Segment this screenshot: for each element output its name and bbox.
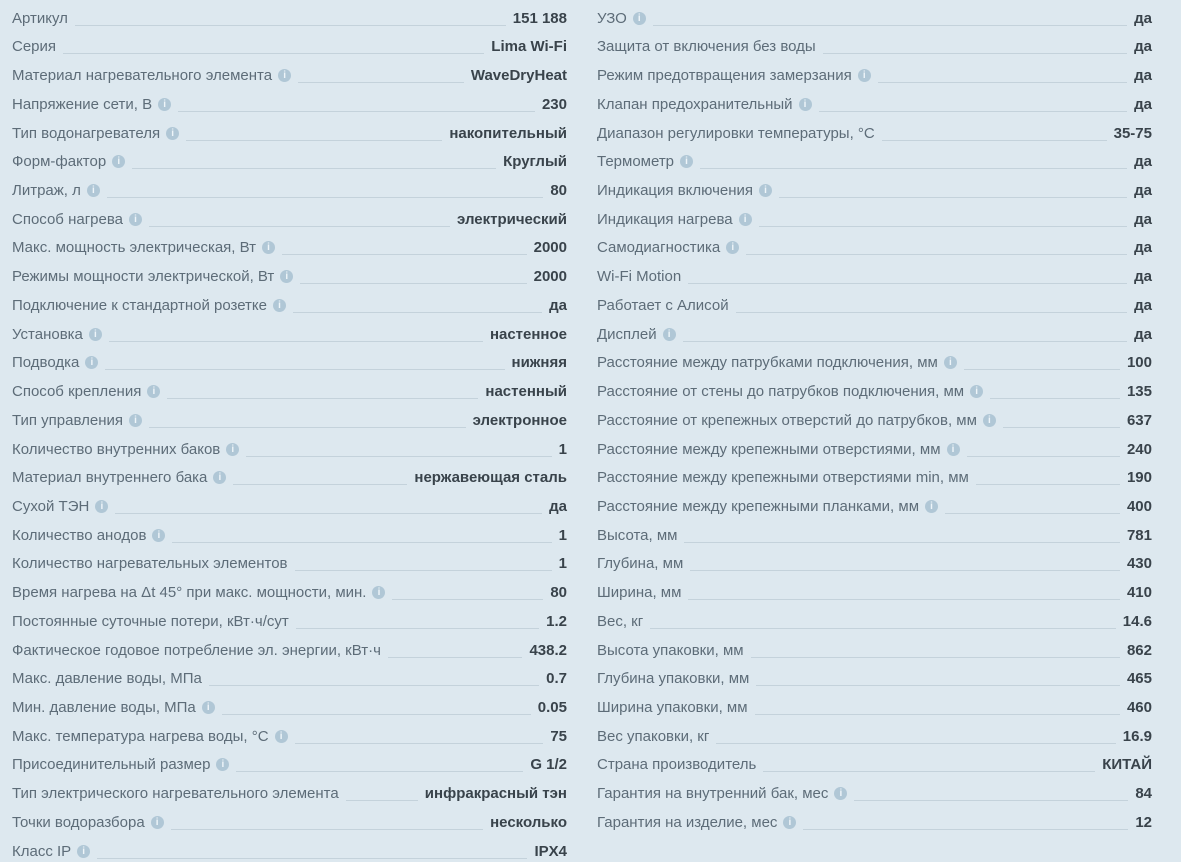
info-icon[interactable]: i [87,184,100,197]
spec-row [12,29,567,58]
info-icon[interactable]: i [726,241,739,254]
spec-value: да [1134,182,1152,200]
spec-value: да [1134,210,1152,228]
info-icon[interactable]: i [89,328,102,341]
leader-line [282,254,527,255]
spec-label: Дисплей [597,325,657,343]
leader-line [236,771,523,772]
spec-row [12,373,567,402]
spec-label: Защита от включения без воды [597,38,816,56]
leader-line [736,312,1128,313]
leader-line [882,140,1107,141]
spec-value: 190 [1126,469,1152,487]
spec-value: настенный [485,383,567,401]
spec-row [12,402,567,431]
spec-row [597,402,1152,431]
info-icon[interactable]: i [633,12,646,25]
spec-row [12,86,567,115]
info-icon[interactable]: i [925,500,938,513]
spec-label: Макс. температура нагрева воды, °С [12,727,269,745]
spec-value: КИТАЙ [1102,756,1152,774]
spec-value: 80 [550,182,567,200]
leader-line [295,570,552,571]
spec-value: 75 [550,727,567,745]
spec-label: Мин. давление воды, МПа [12,698,196,716]
spec-label: Количество внутренних баков [12,440,221,458]
spec-label: Высота, мм [597,526,678,544]
spec-label: Расстояние между патрубками подключения, мм [597,354,938,372]
spec-label: Расстояние от стены до патрубков подключения, мм [597,383,965,401]
spec-value: 80 [550,584,567,602]
info-icon[interactable]: i [680,155,693,168]
info-icon[interactable]: i [273,299,286,312]
spec-label: Количество нагревательных элементов [12,555,288,573]
spec-label: Способ крепления [12,383,142,401]
spec-row [12,517,567,546]
leader-line [172,542,551,543]
spec-row [597,86,1152,115]
spec-label: Индикация нагрева [597,210,733,228]
info-icon[interactable]: i [372,586,385,599]
leader-line [653,25,1127,26]
spec-label: Самодиагностика [597,239,721,257]
spec-label: Глубина упаковки, мм [597,670,750,688]
info-icon[interactable]: i [275,730,288,743]
spec-value: да [1134,38,1152,56]
spec-label: Клапан предохранительный [597,95,793,113]
spec-row [12,258,567,287]
info-icon[interactable]: i [783,816,796,829]
leader-line [779,197,1127,198]
spec-value: 1 [558,526,567,544]
spec-label: Серия [12,38,57,56]
spec-label: Способ нагрева [12,210,123,228]
leader-line [716,743,1115,744]
spec-label: Время нагрева на Δt 45° при макс. мощности, мин. [12,584,367,602]
leader-line [105,369,504,370]
info-icon[interactable]: i [799,98,812,111]
spec-label: Макс. давление воды, МПа [12,670,202,688]
info-icon[interactable]: i [129,213,142,226]
spec-value: 1 [558,440,567,458]
spec-label: Термометр [597,153,675,171]
leader-line [690,570,1120,571]
spec-label: Гарантия на изделие, мес [597,813,778,831]
spec-label: Тип водонагревателя [12,124,161,142]
leader-line [755,714,1120,715]
spec-row [597,172,1152,201]
spec-label: Расстояние между крепежными отверстиями, мм [597,440,941,458]
spec-value: 100 [1126,354,1152,372]
info-icon[interactable]: i [77,845,90,858]
leader-line [115,513,542,514]
leader-line [97,858,527,859]
leader-line [149,226,450,227]
spec-value: электрический [457,210,567,228]
spec-label: Присоединительный размер [12,756,211,774]
spec-label: Диапазон регулировки температуры, °С [597,124,875,142]
spec-label: Фактическое годовое потребление эл. энергии, кВт·ч [12,641,381,659]
spec-value: несколько [490,813,567,831]
leader-line [209,685,539,686]
spec-row [597,718,1152,747]
info-icon[interactable]: i [983,414,996,427]
spec-label: Артикул [12,9,68,27]
spec-row [12,661,567,690]
spec-value: да [1134,95,1152,113]
spec-row [597,632,1152,661]
info-icon[interactable]: i [739,213,752,226]
spec-row [12,689,567,718]
spec-row [12,230,567,259]
spec-row [12,460,567,489]
spec-row [12,747,567,776]
leader-line [178,111,535,112]
spec-label: Гарантия на внутренний бак, мес [597,785,829,803]
info-icon[interactable]: i [158,98,171,111]
leader-line [186,140,442,141]
spec-row [12,316,567,345]
spec-label: Высота упаковки, мм [597,641,744,659]
spec-value: 230 [541,95,567,113]
spec-value: 637 [1126,411,1152,429]
leader-line [759,226,1128,227]
spec-label: Глубина, мм [597,555,684,573]
leader-line [346,800,418,801]
leader-line [964,369,1120,370]
leader-line [109,341,483,342]
spec-value: да [1134,268,1152,286]
spec-row [597,689,1152,718]
spec-label: Режим предотвращения замерзания [597,67,852,85]
spec-row [597,345,1152,374]
spec-label: Подключение к стандартной розетке [12,296,267,314]
spec-label: Вес упаковки, кг [597,727,710,745]
leader-line [700,168,1127,169]
info-icon[interactable]: i [151,816,164,829]
info-icon[interactable]: i [278,69,291,82]
spec-label: Макс. мощность электрическая, Вт [12,239,257,257]
spec-label: Подводка [12,354,80,372]
spec-label: Установка [12,325,83,343]
spec-value: 240 [1126,440,1152,458]
info-icon[interactable]: i [129,414,142,427]
info-icon[interactable]: i [85,356,98,369]
leader-line [298,82,464,83]
spec-row [12,144,567,173]
spec-row [597,373,1152,402]
leader-line [388,657,523,658]
spec-row [12,833,567,862]
spec-value: да [1134,153,1152,171]
spec-label: Напряжение сети, В [12,95,153,113]
leader-line [763,771,1095,772]
info-icon[interactable]: i [202,701,215,714]
leader-line [392,599,543,600]
spec-row [597,316,1152,345]
leader-line [132,168,496,169]
spec-value: Lima Wi-Fi [491,38,567,56]
spec-value: накопительный [449,124,567,142]
spec-value: да [1134,9,1152,27]
spec-row [12,804,567,833]
leader-line [107,197,543,198]
spec-value: 438.2 [529,641,567,659]
spec-value: 1 [558,555,567,573]
spec-row [597,115,1152,144]
info-icon[interactable]: i [834,787,847,800]
spec-row [12,431,567,460]
spec-value: 35-75 [1113,124,1152,142]
spec-value: 135 [1126,383,1152,401]
leader-line [967,456,1120,457]
info-icon[interactable]: i [759,184,772,197]
leader-line [746,254,1127,255]
spec-label: Сухой ТЭН [12,497,90,515]
spec-value: 2000 [533,268,567,286]
info-icon[interactable]: i [280,270,293,283]
info-icon[interactable]: i [95,500,108,513]
spec-label: Страна производитель [597,756,757,774]
spec-row [597,431,1152,460]
leader-line [945,513,1120,514]
spec-row [12,603,567,632]
spec-label: Материал внутреннего бака [12,469,208,487]
leader-line [751,657,1120,658]
spec-value: 14.6 [1122,612,1152,630]
leader-line [803,829,1128,830]
spec-row [12,632,567,661]
info-icon[interactable]: i [262,241,275,254]
leader-line [683,341,1127,342]
spec-value: Круглый [503,153,567,171]
info-icon[interactable]: i [216,758,229,771]
spec-row [12,172,567,201]
spec-value: 410 [1126,584,1152,602]
spec-value: 16.9 [1122,727,1152,745]
spec-label: Тип управления [12,411,123,429]
leader-line [684,542,1119,543]
spec-row [597,144,1152,173]
spec-row [597,29,1152,58]
info-icon[interactable]: i [663,328,676,341]
spec-label: Ширина упаковки, мм [597,698,748,716]
leader-line [296,628,539,629]
spec-label: Вес, кг [597,612,644,630]
spec-value: да [1134,296,1152,314]
spec-label: Wi-Fi Motion [597,268,682,286]
leader-line [688,599,1120,600]
info-icon[interactable]: i [944,356,957,369]
spec-value: да [549,497,567,515]
spec-row [597,804,1152,833]
leader-line [293,312,542,313]
spec-label: Расстояние между крепежными отверстиями min, мм [597,469,969,487]
spec-label: Количество анодов [12,526,147,544]
spec-row [12,0,567,29]
spec-value: 1.2 [546,612,567,630]
spec-label: Ширина, мм [597,584,682,602]
spec-label: Литраж, л [12,182,81,200]
spec-row [597,230,1152,259]
leader-line [167,398,478,399]
info-icon[interactable]: i [112,155,125,168]
spec-label: Форм-фактор [12,153,107,171]
spec-value: 465 [1126,670,1152,688]
spec-row [597,287,1152,316]
spec-label: УЗО [597,9,627,27]
spec-row [12,287,567,316]
spec-value: электронное [472,411,567,429]
spec-row [12,718,567,747]
spec-value: WaveDryHeat [470,67,567,85]
spec-value: инфракрасный тэн [424,785,567,803]
leader-line [854,800,1128,801]
spec-value: IPX4 [534,842,567,860]
spec-row [597,488,1152,517]
leader-line [756,685,1120,686]
leader-line [171,829,483,830]
spec-value: 400 [1126,497,1152,515]
spec-row [597,661,1152,690]
spec-value: 2000 [533,239,567,257]
leader-line [878,82,1127,83]
spec-row [12,546,567,575]
spec-row [597,460,1152,489]
spec-column-left [12,0,567,862]
leader-line [222,714,531,715]
spec-value: нижняя [511,354,567,372]
spec-value: 430 [1126,555,1152,573]
leader-line [990,398,1120,399]
spec-row [597,517,1152,546]
info-icon[interactable]: i [858,69,871,82]
leader-line [823,53,1127,54]
spec-label: Режимы мощности электрической, Вт [12,268,275,286]
leader-line [1003,427,1120,428]
spec-value: да [1134,67,1152,85]
spec-label: Материал нагревательного элемента [12,67,273,85]
leader-line [295,743,544,744]
spec-row [12,115,567,144]
spec-row [597,258,1152,287]
spec-row [597,201,1152,230]
spec-value: G 1/2 [530,756,567,774]
info-icon[interactable]: i [152,529,165,542]
info-icon[interactable]: i [147,385,160,398]
spec-value: нержавеющая сталь [414,469,567,487]
spec-row [597,546,1152,575]
spec-row [12,775,567,804]
spec-value: 0.05 [537,698,567,716]
leader-line [819,111,1128,112]
spec-value: да [1134,239,1152,257]
leader-line [75,25,506,26]
spec-value: да [549,296,567,314]
spec-value: да [1134,325,1152,343]
info-icon[interactable]: i [947,443,960,456]
spec-label: Тип электрического нагревательного элемента [12,785,339,803]
spec-value: 460 [1126,698,1152,716]
leader-line [976,484,1120,485]
spec-row [597,57,1152,86]
spec-label: Класс IP [12,842,72,860]
leader-line [650,628,1116,629]
spec-value: 12 [1135,813,1152,831]
leader-line [63,53,484,54]
leader-line [300,283,526,284]
spec-row [12,488,567,517]
spec-row [597,747,1152,776]
info-icon[interactable]: i [226,443,239,456]
spec-value: 0.7 [546,670,567,688]
spec-row [597,0,1152,29]
spec-label: Индикация включения [597,182,754,200]
spec-row [12,201,567,230]
spec-value: 151 188 [512,9,567,27]
info-icon[interactable]: i [166,127,179,140]
spec-value: 862 [1126,641,1152,659]
info-icon[interactable]: i [213,471,226,484]
spec-label: Работает с Алисой [597,296,729,314]
spec-row [12,345,567,374]
spec-label: Расстояние от крепежных отверстий до патрубков, мм [597,411,977,429]
leader-line [688,283,1127,284]
leader-line [246,456,551,457]
spec-value: 781 [1126,526,1152,544]
spec-row [597,603,1152,632]
leader-line [233,484,407,485]
spec-value: 84 [1135,785,1152,803]
leader-line [149,427,466,428]
spec-row [597,574,1152,603]
spec-label: Расстояние между крепежными планками, мм [597,497,920,515]
info-icon[interactable]: i [970,385,983,398]
spec-row [12,574,567,603]
spec-row [12,57,567,86]
spec-column-right [597,0,1152,862]
spec-row [597,775,1152,804]
spec-value: настенное [489,325,567,343]
spec-label: Точки водоразбора [12,813,145,831]
spec-label: Постоянные суточные потери, кВт·ч/сут [12,612,289,630]
